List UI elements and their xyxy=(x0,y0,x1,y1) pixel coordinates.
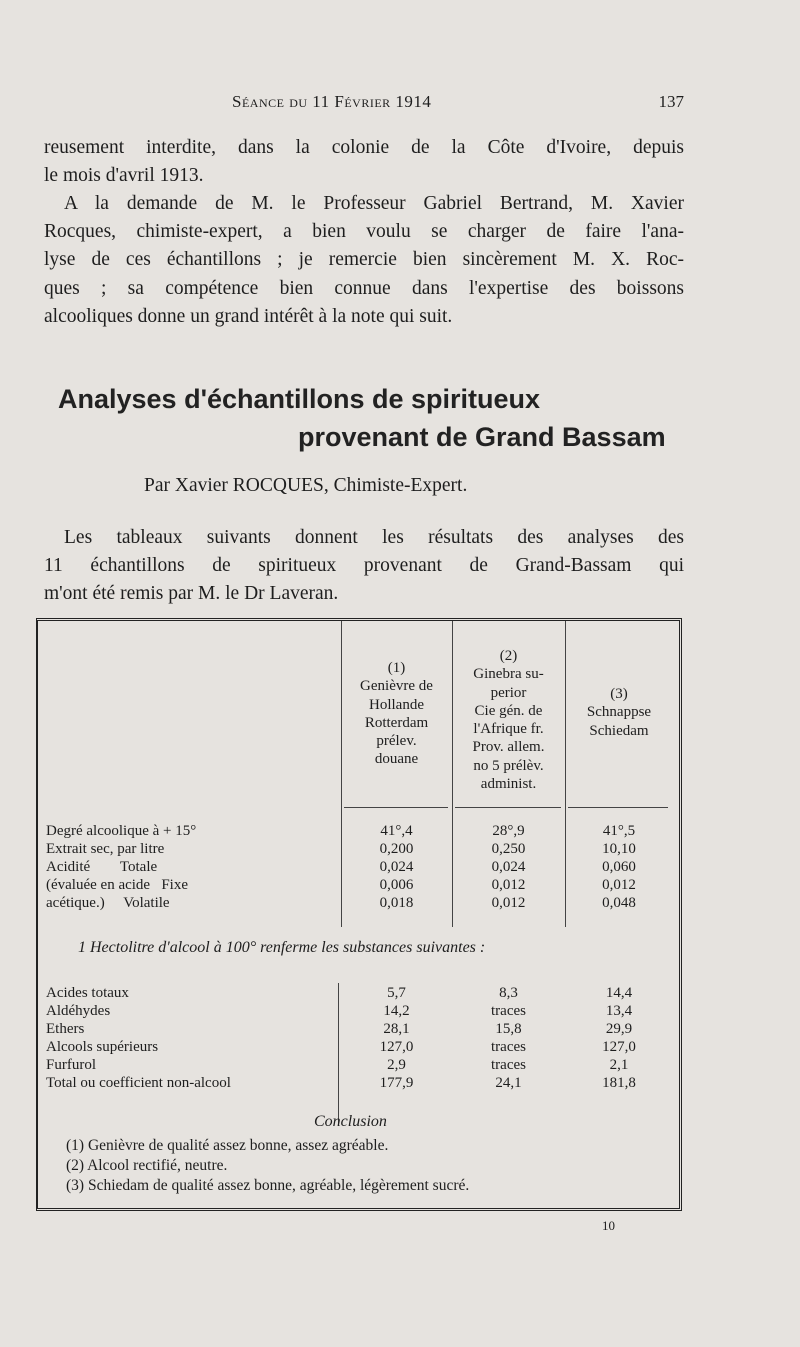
analysis-table xyxy=(36,618,682,1211)
col-rule xyxy=(338,983,339,1123)
article-title-1: Analyses d'échantillons de spiritueux xyxy=(58,384,541,414)
cell: traces xyxy=(491,1003,526,1019)
byline: Par Xavier ROCQUES, Chimiste-Expert. xyxy=(144,475,468,496)
cell: 15,8 xyxy=(495,1021,522,1037)
cell: traces xyxy=(491,1057,526,1073)
conclusion-line: (3) Schiedam de qualité assez bonne, agréable, légèrement sucré. xyxy=(66,1177,470,1194)
conclusion-title: Conclusion xyxy=(314,1113,387,1130)
cell: 0,018 xyxy=(379,895,414,911)
column-header-3: (3) Schnappse Schiedam xyxy=(586,686,652,739)
lead-paragraph xyxy=(44,524,684,609)
row-label: Acidité Totale xyxy=(46,859,158,875)
cell: 28,1 xyxy=(383,1021,410,1037)
cell: 2,9 xyxy=(387,1057,406,1073)
para2-line: ques ; sa compétence bien connue dans l'expertise des boissons xyxy=(44,277,684,299)
header-rule xyxy=(344,807,448,808)
running-header xyxy=(44,92,684,116)
cell: 41°,4 xyxy=(380,823,413,839)
cell: 0,048 xyxy=(602,895,636,911)
para-2 xyxy=(44,190,684,331)
header-rule xyxy=(455,807,561,808)
cell: 0,024 xyxy=(491,859,526,875)
cell: 0,012 xyxy=(491,895,526,911)
cell: 0,006 xyxy=(379,877,414,893)
cell: 127,0 xyxy=(379,1039,414,1055)
conclusion-line: (2) Alcool rectifié, neutre. xyxy=(66,1157,228,1174)
row-label: Degré alcoolique à + 15° xyxy=(46,823,197,839)
header-title: Séance du 11 Février 1914 xyxy=(232,92,432,111)
column-header-1: (1) Genièvre de Hollande Rotterdam prélev. douane xyxy=(360,660,433,768)
cell: 181,8 xyxy=(602,1075,636,1091)
page-number: 137 xyxy=(658,92,684,111)
column-header-2: (2) Ginebra su- perior Cie gén. de l'Afrique fr. Prov. allem. no 5 prélèv. administ. xyxy=(472,648,545,793)
cell: 127,0 xyxy=(602,1039,636,1055)
intro-line: reusement interdite, dans la colonie de la Côte d'Ivoire, depuis xyxy=(44,137,684,158)
intro-paragraph xyxy=(44,134,684,190)
cell: 0,024 xyxy=(379,859,414,875)
row-label: Extrait sec, par litre xyxy=(46,841,165,857)
row-label: Furfurol xyxy=(46,1057,96,1073)
cell: 2,1 xyxy=(609,1057,629,1073)
cell: 41°,5 xyxy=(602,823,636,839)
cell: 10,10 xyxy=(602,841,636,857)
cell: traces xyxy=(491,1039,526,1055)
cell: 0,250 xyxy=(491,841,526,857)
header-rule xyxy=(568,807,668,808)
cell: 29,9 xyxy=(605,1021,633,1037)
cell: 0,060 xyxy=(602,859,636,875)
article-title-2: provenant de Grand Bassam xyxy=(298,422,666,452)
cell: 28°,9 xyxy=(492,823,525,839)
row-label: Total ou coefficient non-alcool xyxy=(46,1075,231,1091)
conclusion-line: (1) Genièvre de qualité assez bonne, assez agréable. xyxy=(66,1137,389,1154)
para2-line: alcooliques donne un grand intérêt à la note qui suit. xyxy=(44,305,453,327)
cell: 0,012 xyxy=(491,877,526,893)
row-label: (évaluée en acide Fixe xyxy=(46,877,189,893)
intro-line: le mois d'avril 1913. xyxy=(44,165,204,187)
row-label: Acides totaux xyxy=(46,985,129,1001)
cell: 0,200 xyxy=(379,841,414,857)
para2-line: A la demande de M. le Professeur Gabriel Bertrand, M. Xavier xyxy=(64,193,684,214)
lead-line: Les tableaux suivants donnent les résultats des analyses des xyxy=(64,527,684,548)
table-subtitle: 1 Hectolitre d'alcool à 100° renferme les substances suivantes : xyxy=(78,939,486,956)
lead-line: m'ont été remis par M. le Dr Laveran. xyxy=(44,583,339,605)
cell: 24,1 xyxy=(495,1075,522,1091)
cell: 14,4 xyxy=(605,985,633,1001)
cell: 0,012 xyxy=(602,877,636,893)
row-label: Aldéhydes xyxy=(46,1003,111,1019)
cell: 177,9 xyxy=(379,1075,414,1091)
para2-line: Rocques, chimiste-expert, a bien voulu se charger de faire l'ana- xyxy=(44,221,684,243)
cell: 13,4 xyxy=(605,1003,633,1019)
lead-line: 11 échantillons de spiritueux provenant de Grand-Bassam qui xyxy=(44,555,684,577)
cell: 14,2 xyxy=(383,1003,410,1019)
row-label: acétique.) Volatile xyxy=(46,895,170,911)
cell: 5,7 xyxy=(387,985,406,1001)
para2-line: lyse de ces échantillons ; je remercie bien sincèrement M. X. Roc- xyxy=(44,249,684,271)
cell: 8,3 xyxy=(499,985,518,1001)
row-label: Ethers xyxy=(46,1021,85,1037)
signature-mark: 10 xyxy=(602,1218,615,1233)
row-label: Alcools supérieurs xyxy=(46,1039,159,1055)
